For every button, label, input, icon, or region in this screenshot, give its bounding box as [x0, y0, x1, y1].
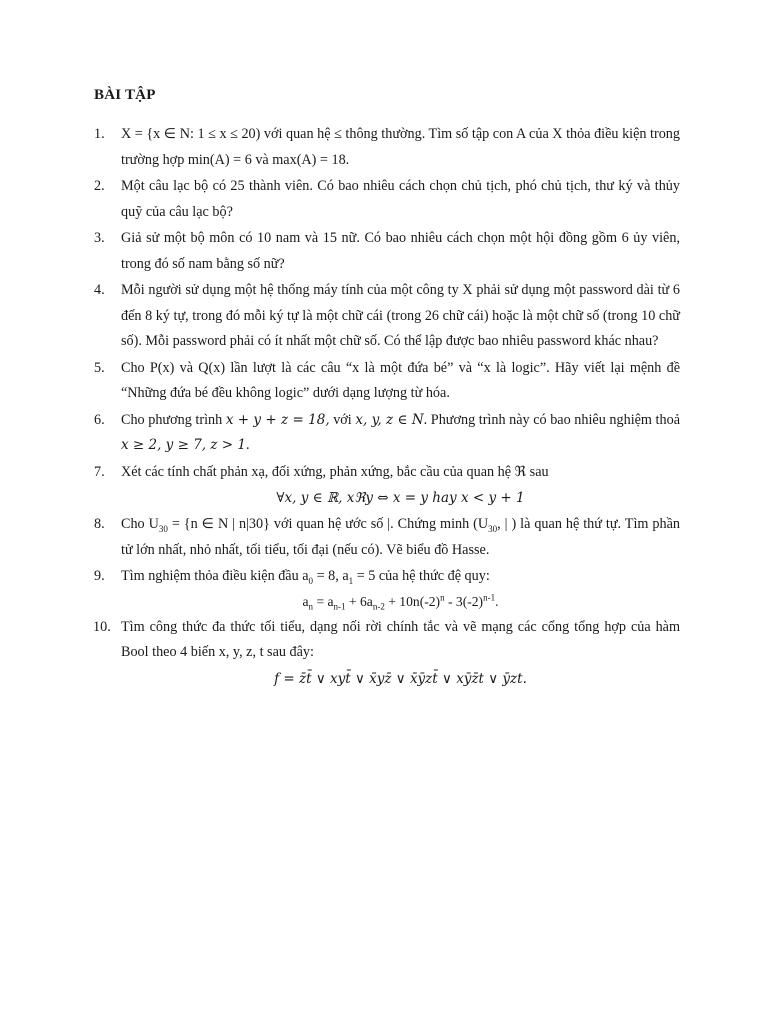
subscript: n-1 — [333, 601, 346, 612]
formula-part: - 3(-2) — [444, 593, 484, 609]
subscript: 1 — [348, 575, 354, 586]
problem-number: 4. — [94, 282, 105, 298]
problem-text: . Phương trình này có bao nhiêu nghiệm thoả — [423, 411, 680, 428]
problem-6 — [94, 408, 680, 459]
problem-text: Giả sử một bộ môn có 10 nam và 15 nữ. Có bao nhiêu cách chọn một hội đồng gồm 6 ủy viên, trong đó số nam bằng số nữ? — [121, 230, 680, 272]
problem-text: Cho U — [121, 516, 159, 532]
problem-text: , | ) là quan hệ thứ tự. Tìm phần tử lớn nhất, nhỏ nhất, tối tiểu, tối đại (nếu có). Vẽ biểu đồ Hasse. — [121, 516, 680, 558]
formula-part: + 10n(-2) — [384, 593, 441, 609]
problem-2 — [94, 174, 680, 225]
problem-number: 6. — [94, 411, 105, 428]
boolean-formula: f = z̄t̄ ∨ xyt̄ ∨ x̄yz̄ ∨ x̄ȳzt̄ ∨ xȳz̄t ∨ ȳzt. — [274, 670, 527, 687]
subscript: 0 — [308, 575, 314, 586]
problem-5 — [94, 356, 680, 407]
subscript: 30 — [158, 523, 168, 534]
formula-part: = a — [313, 593, 334, 609]
formula-part: a — [302, 593, 309, 609]
problem-3 — [94, 226, 680, 277]
problem-number: 5. — [94, 359, 105, 376]
problem-text: Cho phương trình — [121, 411, 226, 428]
problem-1 — [94, 122, 680, 173]
recurrence-formula — [121, 590, 680, 614]
problem-number: 2. — [94, 178, 105, 194]
problem-number: 9. — [94, 568, 105, 584]
problem-text: Mỗi người sử dụng một hệ thống máy tính của một công ty X phải sử dụng một password dài từ 6 đến 8 ký tự, trong đó mỗi ký tự là một chữ cái (trong 26 chữ cái) hoặc là một chữ số (trong 10 chữ số). Mỗi password phải có ít nhất một chữ số. Có thể lập được bao nhiêu password khác nhau? — [121, 282, 680, 349]
superscript: n-1 — [483, 591, 496, 602]
problem-text: Tìm công thức đa thức tối tiểu, dạng nối rời chính tắc và vẽ mạng các cổng tổng hợp của hàm Bool theo 4 biến x, y, z, t sau đây: — [121, 618, 680, 660]
problem-text: = 8, a — [313, 568, 349, 584]
problem-number: 3. — [94, 230, 105, 246]
problem-text: X = {x ∈ N: 1 ≤ x ≤ 20) với quan hệ ≤ thông thường. Tìm số tập con A của X thỏa điều kiện trong trường hợp min(A) = 6 và max(A) = 18. — [121, 126, 680, 168]
problem-text: Cho P(x) và Q(x) lần lượt là các câu “x là một đứa bé” và “x là logic”. Hãy viết lại mệnh đề “Những đứa bé đều không logic” dưới dạng lượng từ hóa. — [121, 359, 680, 401]
problem-text: Xét các tính chất phản xạ, đối xứng, phản xứng, bắc cầu của quan hệ ℜ sau — [121, 463, 549, 480]
problem-7 — [94, 460, 680, 512]
relation-formula: ∀x, y ∈ ℝ, xℜy ⇔ x = y hay x < y + 1 — [276, 490, 525, 506]
problem-text: Một câu lạc bộ có 25 thành viên. Có bao nhiêu cách chọn chủ tịch, phó chủ tịch, thư ký và thủy quỹ của câu lạc bộ? — [121, 178, 680, 220]
subscript: n-2 — [372, 601, 385, 612]
problem-list — [94, 122, 680, 693]
subscript: 30 — [488, 523, 498, 534]
problem-4 — [94, 278, 680, 355]
problem-10 — [94, 615, 680, 692]
problem-8 — [94, 512, 680, 563]
subscript: n — [308, 601, 314, 612]
formula-part: + 6a — [345, 593, 373, 609]
page-title: BÀI TẬP — [94, 87, 156, 103]
problem-9 — [94, 564, 680, 614]
superscript: n — [440, 591, 445, 602]
equation: x + y + z = 18, — [225, 411, 330, 428]
constraints: x ≥ 2, y ≥ 7, z > 1 — [121, 437, 246, 453]
problem-number: 7. — [94, 463, 105, 480]
problem-number: 1. — [94, 126, 105, 142]
problem-text: Tìm nghiệm thỏa điều kiện đầu a — [121, 568, 309, 584]
problem-text: với — [329, 411, 356, 428]
problem-text: . — [245, 437, 250, 453]
problem-text: = 5 của hệ thức đệ quy: — [353, 568, 490, 584]
variable-domain: x, y, z ∈ N — [355, 411, 424, 428]
problem-text: = {n ∈ N | n|30} với quan hệ ước số |. Chứng minh (U — [167, 516, 489, 532]
formula-part: . — [495, 593, 499, 609]
problem-number: 8. — [94, 516, 105, 532]
problem-number: 10. — [93, 618, 111, 635]
